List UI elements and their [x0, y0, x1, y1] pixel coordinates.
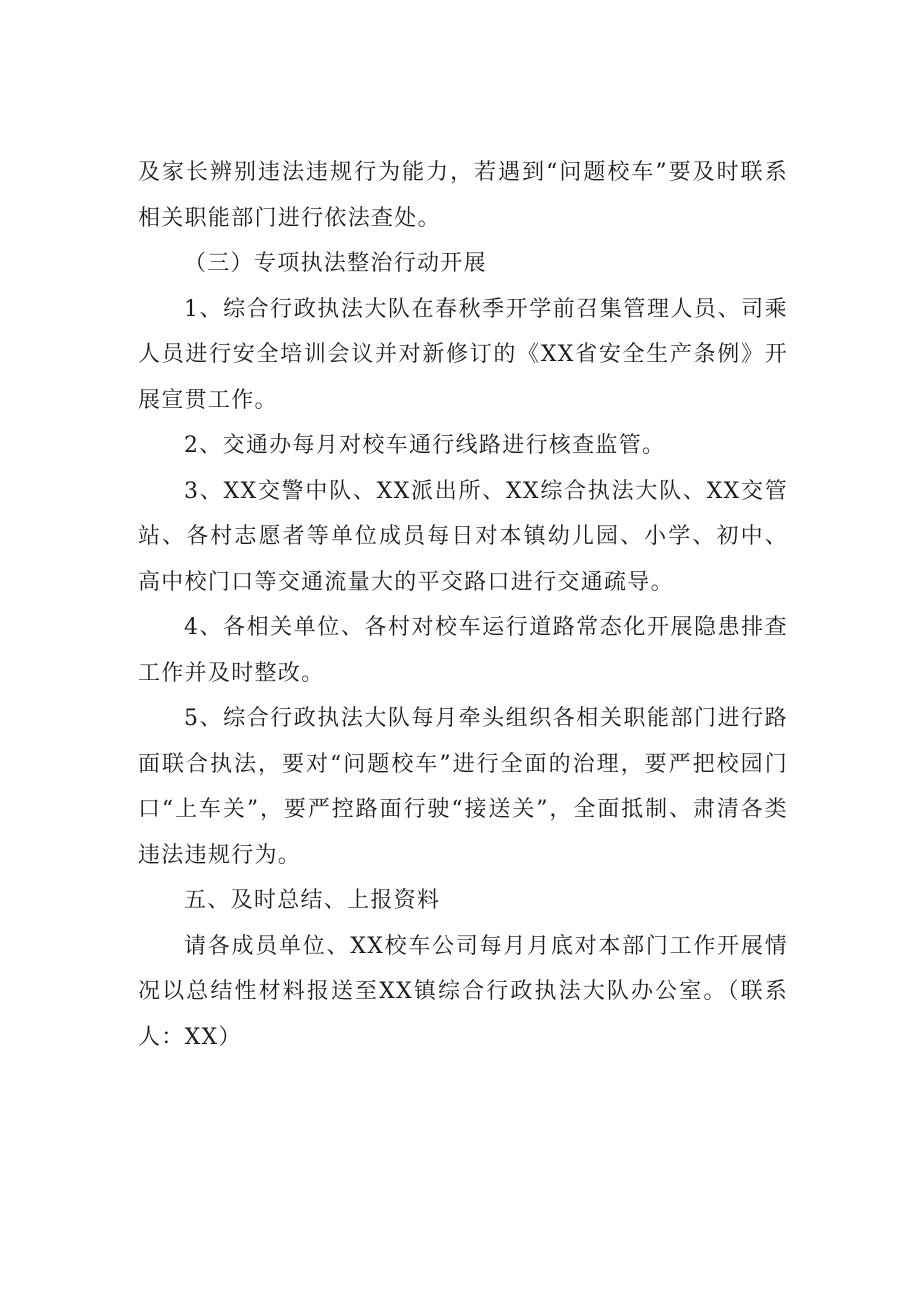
document-body	[138, 150, 788, 1060]
paragraph-item-2: 2、交通办每月对校车通行线路进行核查监管。	[184, 433, 666, 458]
paragraph-item-1: 1、综合行政执法大队在春秋季开学前召集管理人员、司乘人员进行安全培训会议并对新修订的《XX省安全生产条例》开展宣贯工作。	[138, 296, 788, 413]
section-heading-summary: 五、及时总结、上报资料	[184, 888, 441, 913]
paragraph-reporting: 请各成员单位、XX校车公司每月月底对本部门工作开展情况以总结性材料报送至XX镇综合行政执法大队办公室。（联系人：XX）	[138, 933, 788, 1050]
section-heading-special-enforcement: （三）专项执法整治行动开展	[184, 251, 487, 276]
paragraph-continuation: 及家长辨别违法违规行为能力，若遇到“问题校车”要及时联系相关职能部门进行依法查处。	[138, 160, 788, 231]
paragraph-item-4: 4、各相关单位、各村对校车运行道路常态化开展隐患排查工作并及时整改。	[138, 615, 788, 686]
paragraph-item-5: 5、综合行政执法大队每月牵头组织各相关职能部门进行路面联合执法，要对“问题校车”进行全面的治理，要严把校园门口“上车关”，要严控路面行驶“接送关”，全面抵制、肃清各类违法违规行为。	[138, 706, 788, 868]
paragraph-item-3: 3、XX交警中队、XX派出所、XX综合执法大队、XX交管站、各村志愿者等单位成员每日对本镇幼儿园、小学、初中、高中校门口等交通流量大的平交路口进行交通疏导。	[138, 478, 788, 595]
